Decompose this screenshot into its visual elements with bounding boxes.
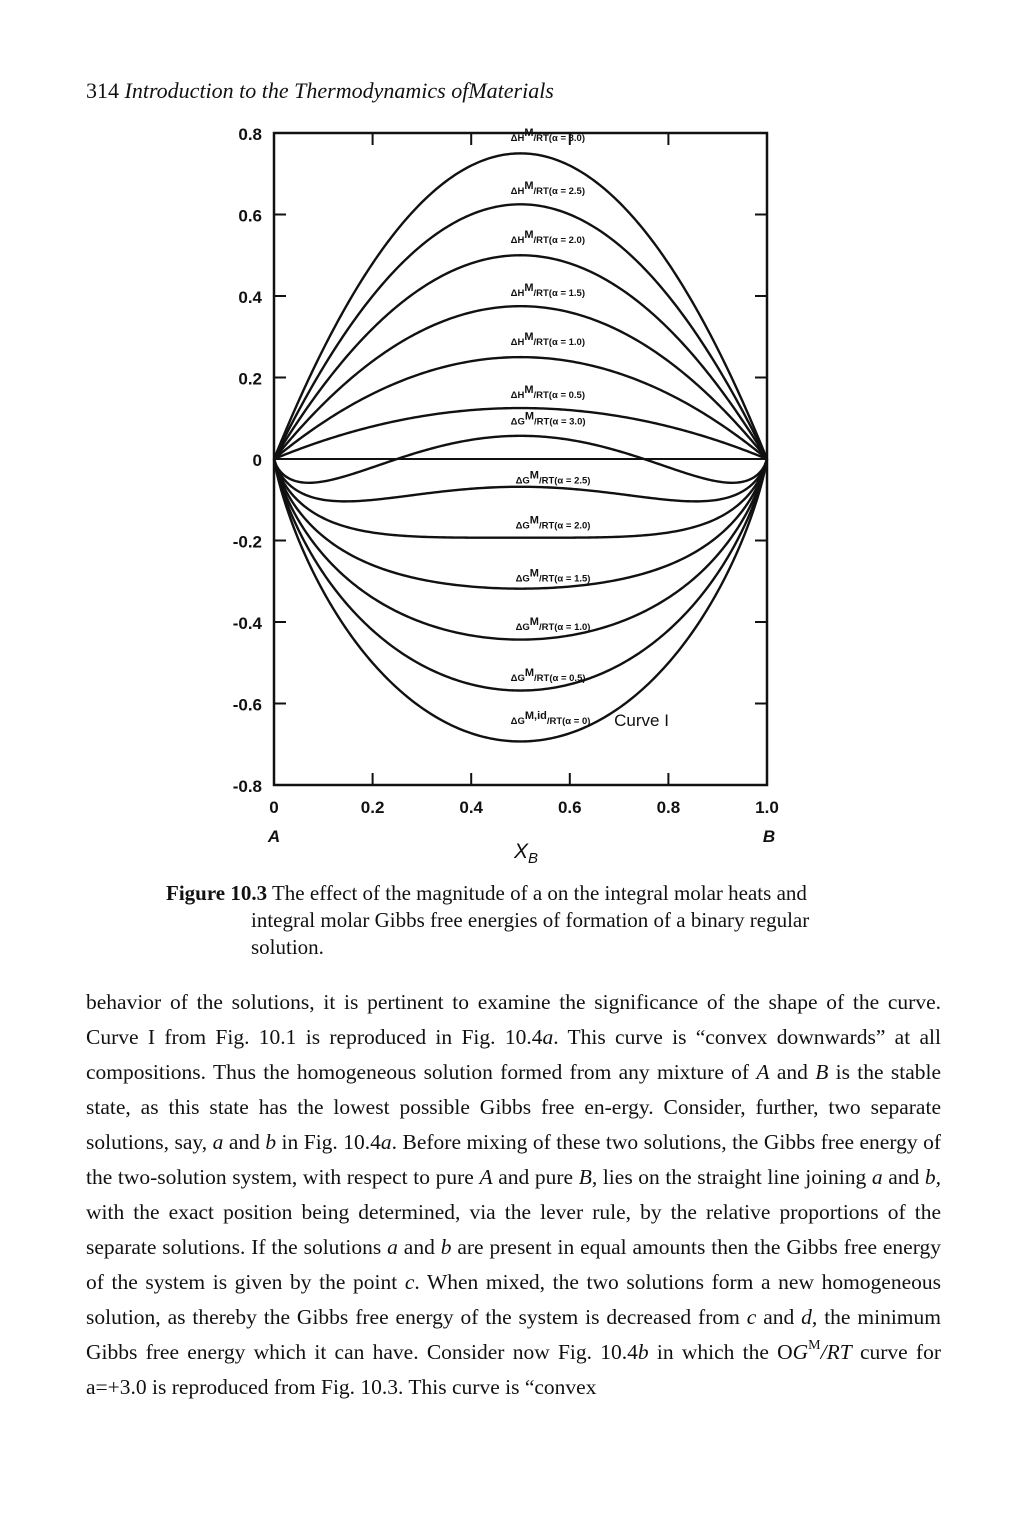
curve-label: ΔGM/RT(α = 1.0) (515, 616, 591, 634)
x-axis-label: $X_B$ (514, 840, 539, 867)
y-tick-label: 0.8 (238, 125, 262, 144)
curve-i-annotation: Curve I (614, 710, 669, 730)
y-tick-label: 0.6 (238, 206, 262, 226)
end-label-b: B (762, 827, 776, 846)
curve-label: ΔHM/RT(α = 1.0) (510, 330, 586, 348)
curve-label: ΔHM/RT(α = 2.0) (510, 229, 586, 247)
figure-caption (166, 880, 886, 961)
body-paragraph (86, 985, 941, 1405)
curve-label: ΔGM/RT(α = 2.5) (515, 469, 591, 487)
y-tick-label: 0.4 (238, 288, 262, 307)
caption-line-1: The effect of the magnitude of a on the integral molar heats and (271, 881, 807, 905)
caption-label: Figure 10.3 (166, 881, 268, 905)
y-tick-label: -0.2 (232, 532, 262, 552)
curve-label: ΔHM/RT(α = 0.5) (510, 383, 586, 401)
y-tick-label: -0.6 (232, 695, 262, 715)
y-tick-label: -0.4 (232, 614, 262, 633)
end-label-a: A (267, 827, 281, 846)
x-tick-label: 0.4 (459, 798, 484, 817)
x-tick-label: 1.0 (755, 798, 779, 817)
caption-line-3: solution. (251, 935, 324, 959)
curve-label: ΔGM/RT(α = 2.0) (515, 514, 591, 532)
curve-label: ΔHM/RT(α = 1.5) (510, 282, 586, 299)
x-tick-label: 0.6 (557, 798, 582, 817)
caption-line-2: integral molar Gibbs free energies of formation of a binary regular (251, 908, 810, 932)
y-tick-label: 0.2 (238, 369, 262, 389)
curve-label: ΔGM/RT(α = 1.5) (515, 567, 591, 585)
curve-label: ΔGM/RT(α = 0.5) (510, 667, 586, 685)
y-tick-label: 0 (252, 451, 262, 470)
paragraph: behavior of the solutions, it is pertinent to examine the significance of the shape of the curve. Curve I from Fig. 10.1 is reproduced in Fig. 10.4a. This curve is “convex downwards” at all compositions. Thus the homogeneous solution formed from any mixture of A and B is the stable state, as this state has the lowest possible Gibbs free en-ergy. Consider, further, two separate solutions, say, a and b in Fig. 10.4a. Before mixing of these two solutions, the Gibbs free energy of the two-solution system, with respect to pure A and pure B, lies on the straight line joining a and b, with the exact position being determined, via the lever rule, by the relative proportions of the separate solutions. If the solutions a and b are present in equal amounts then the Gibbs free energy of the system is given by the point c. When mixed, the two solutions form a new homogeneous solution, as thereby the Gibbs free energy of the system is decreased from c and d, the minimum Gibbs free energy which it can have. Consider now Fig. 10.4b in which the $OG^M/RT$ curve for a=+3.0 is reproduced from Fig. 10.3. This curve is “convex (86, 990, 942, 1399)
book-title: Introduction to the Thermodynamics ofMaterials (124, 78, 554, 103)
y-tick-label: -0.8 (232, 777, 262, 796)
x-tick-label: 0.2 (360, 798, 385, 817)
curve-label: ΔGM,id/RT(α = 0) (510, 709, 591, 727)
x-tick-label: 0.8 (656, 798, 681, 817)
curve-label: ΔHM/RT(α = 3.0) (510, 127, 586, 145)
curve-label: ΔHM/RT(α = 2.5) (510, 180, 586, 198)
x-tick-label: 0 (269, 798, 279, 817)
page-number: 314 (86, 78, 119, 103)
curve-label: ΔGM/RT(α = 3.0) (510, 410, 586, 428)
